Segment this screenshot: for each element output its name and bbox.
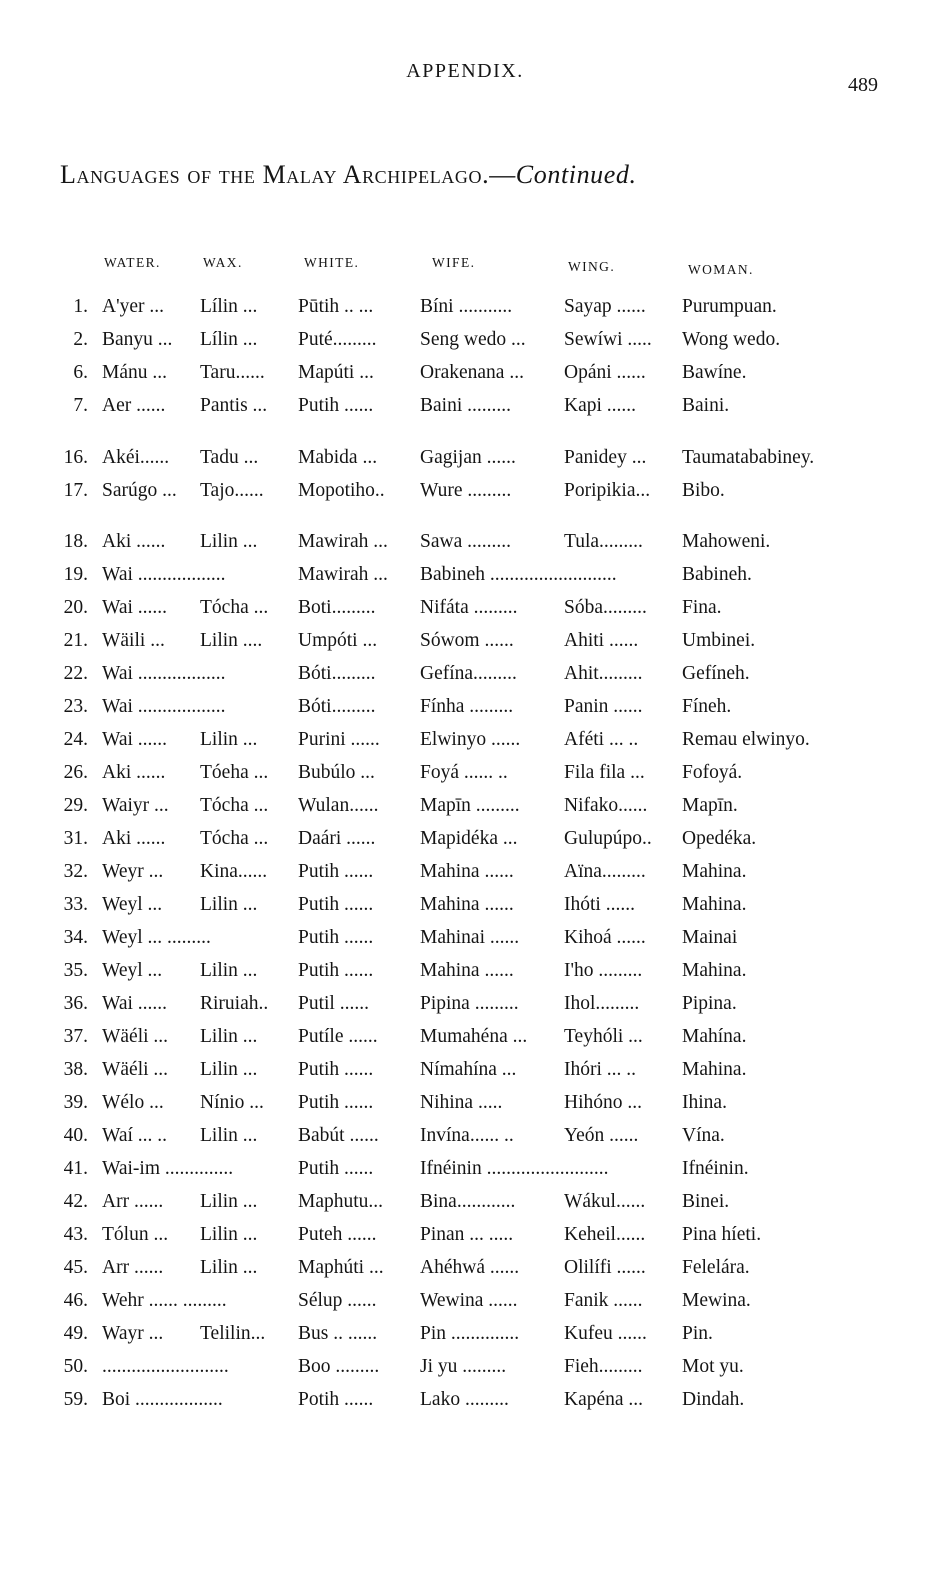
white-cell: Daári ...... — [298, 828, 376, 849]
wax-cell: Lílin ... — [200, 296, 258, 317]
water-cell: Wayr ... — [102, 1323, 164, 1344]
water-cell: Wélo ... — [102, 1092, 164, 1113]
row-number: 41. — [63, 1158, 88, 1179]
column-header-woman: WOMAN. — [688, 262, 754, 277]
wing-cell: Sayap ...... — [564, 296, 646, 317]
woman-cell: Fofoyá. — [682, 762, 743, 783]
table-row — [0, 725, 930, 755]
wife-cell: Pinan ... ..... — [420, 1224, 514, 1245]
woman-cell: Mahoweni. — [682, 531, 771, 552]
wife-cell: Ji yu ......... — [420, 1356, 507, 1377]
table-row — [0, 443, 930, 473]
white-cell: Putih ...... — [298, 1092, 374, 1113]
water-cell: Weyl ... ......... — [102, 927, 211, 948]
row-number: 42. — [63, 1191, 88, 1212]
woman-cell: Dindah. — [682, 1389, 745, 1410]
wax-cell: Lilin ... — [200, 1059, 258, 1080]
wing-cell: Gulupúpo.. — [564, 828, 652, 849]
white-cell: Putih ...... — [298, 861, 374, 882]
white-cell: Boti......... — [298, 597, 376, 618]
row-number: 26. — [63, 762, 88, 783]
table-row — [0, 1088, 930, 1118]
wing-cell: Nifako...... — [564, 795, 648, 816]
water-cell: Waiyr ... — [102, 795, 169, 816]
column-header-wife: WIFE. — [432, 255, 476, 270]
white-cell: Umpóti ... — [298, 630, 378, 651]
table-row — [0, 890, 930, 920]
water-cell: Wai ...... — [102, 597, 168, 618]
table-row — [0, 527, 930, 557]
woman-cell: Mahina. — [682, 1059, 747, 1080]
table-row — [0, 758, 930, 788]
white-cell: Puteh ...... — [298, 1224, 377, 1245]
table-row — [0, 857, 930, 887]
row-number: 24. — [63, 729, 88, 750]
table-row — [0, 325, 930, 355]
water-cell: Waí ... .. — [102, 1125, 168, 1146]
woman-cell: Baini. — [682, 395, 730, 416]
column-header-water: WATER. — [104, 255, 161, 270]
wing-cell: Ihóri ... .. — [564, 1059, 637, 1080]
white-cell: Putih ...... — [298, 395, 374, 416]
table-row — [0, 956, 930, 986]
row-number: 1. — [73, 296, 88, 317]
white-cell: Mapúti ... — [298, 362, 374, 383]
wax-cell: Lilin .... — [200, 630, 263, 651]
wing-cell: Poripikia... — [564, 480, 651, 501]
wife-cell: Pin .............. — [420, 1323, 520, 1344]
row-number: 37. — [63, 1026, 88, 1047]
water-cell: Arr ...... — [102, 1257, 164, 1278]
wing-cell: Wákul...... — [564, 1191, 646, 1212]
water-cell: Arr ...... — [102, 1191, 164, 1212]
water-cell: Aki ...... — [102, 531, 166, 552]
row-number: 31. — [63, 828, 88, 849]
wife-cell: Lako ......... — [420, 1389, 509, 1410]
woman-cell: Mewina. — [682, 1290, 751, 1311]
wing-cell: Ahiti ...... — [564, 630, 639, 651]
water-cell: Wäéli ... — [102, 1059, 169, 1080]
table-row — [0, 1319, 930, 1349]
woman-cell: Pina híeti. — [682, 1224, 762, 1245]
wax-cell: Tadu ... — [200, 447, 259, 468]
wife-cell: Wewina ...... — [420, 1290, 518, 1311]
water-cell: Wai ...... — [102, 729, 168, 750]
white-cell: Putíle ...... — [298, 1026, 378, 1047]
wax-cell: Tócha ... — [200, 828, 269, 849]
wife-cell: Fínha ......... — [420, 696, 514, 717]
white-cell: Potih ...... — [298, 1389, 374, 1410]
water-cell: Boi .................. — [102, 1389, 223, 1410]
water-cell: Wai-im .............. — [102, 1158, 234, 1179]
wife-cell: Bina............ — [420, 1191, 516, 1212]
wing-cell: Sewíwi ..... — [564, 329, 652, 350]
woman-cell: Ihina. — [682, 1092, 727, 1113]
wing-cell: Keheil...... — [564, 1224, 646, 1245]
table-row — [0, 358, 930, 388]
row-number: 7. — [73, 395, 88, 416]
woman-cell: Taumatababiney. — [682, 447, 815, 468]
wife-cell: Gagijan ...... — [420, 447, 516, 468]
table-row — [0, 791, 930, 821]
white-cell: Boo ......... — [298, 1356, 380, 1377]
wife-cell: Seng wedo ... — [420, 329, 526, 350]
wife-cell: Invína...... .. — [420, 1125, 514, 1146]
row-number: 29. — [63, 795, 88, 816]
wing-cell: Ahit......... — [564, 663, 643, 684]
water-cell: Aki ...... — [102, 762, 166, 783]
row-number: 21. — [63, 630, 88, 651]
wing-cell: Teyhóli ... — [564, 1026, 643, 1047]
wife-cell: Nifáta ......... — [420, 597, 518, 618]
wife-cell: Mapīn ......... — [420, 795, 520, 816]
white-cell: Sélup ...... — [298, 1290, 377, 1311]
wax-cell: Tajo...... — [200, 480, 264, 501]
wing-cell: Kihoá ...... — [564, 927, 646, 948]
woman-cell: Mahína. — [682, 1026, 747, 1047]
wax-cell: Nínio ... — [200, 1092, 264, 1113]
wife-cell: Ahéhwá ...... — [420, 1257, 520, 1278]
row-number: 16. — [63, 447, 88, 468]
row-number: 35. — [63, 960, 88, 981]
wing-cell: Panin ...... — [564, 696, 643, 717]
table-row — [0, 1154, 930, 1184]
wax-cell: Lilin ... — [200, 729, 258, 750]
water-cell: Weyr ... — [102, 861, 164, 882]
row-number: 50. — [63, 1356, 88, 1377]
white-cell: Bóti......... — [298, 663, 376, 684]
woman-cell: Fina. — [682, 597, 722, 618]
table-row — [0, 1286, 930, 1316]
white-cell: Putih ...... — [298, 927, 374, 948]
wax-cell: Telilin... — [200, 1323, 266, 1344]
column-header-wing: WING. — [568, 259, 616, 274]
row-number: 18. — [63, 531, 88, 552]
row-number: 22. — [63, 663, 88, 684]
row-number: 38. — [63, 1059, 88, 1080]
wax-cell: Kina...... — [200, 861, 268, 882]
table-row — [0, 1253, 930, 1283]
table-row — [0, 1121, 930, 1151]
row-number: 2. — [73, 329, 88, 350]
wife-cell: Foyá ...... .. — [420, 762, 508, 783]
wife-cell: Nímahína ... — [420, 1059, 517, 1080]
woman-cell: Bibo. — [682, 480, 725, 501]
white-cell: Maphúti ... — [298, 1257, 384, 1278]
white-cell: Puté......... — [298, 329, 377, 350]
wing-cell: Olilífi ...... — [564, 1257, 646, 1278]
wing-cell: Sóba......... — [564, 597, 647, 618]
white-cell: Putih ...... — [298, 1158, 374, 1179]
woman-cell: Opedéka. — [682, 828, 757, 849]
white-cell: Bus .. ...... — [298, 1323, 378, 1344]
wing-cell: Kapéna ... — [564, 1389, 644, 1410]
wife-cell: Bíni ........... — [420, 296, 513, 317]
row-number: 46. — [63, 1290, 88, 1311]
white-cell: Mabida ... — [298, 447, 378, 468]
wax-cell: Lilin ... — [200, 1224, 258, 1245]
woman-cell: Mainai — [682, 927, 738, 948]
row-number: 45. — [63, 1257, 88, 1278]
woman-cell: Remau elwinyo. — [682, 729, 810, 750]
white-cell: Mopotiho.. — [298, 480, 385, 501]
row-number: 32. — [63, 861, 88, 882]
row-number: 23. — [63, 696, 88, 717]
water-cell: Wai .................. — [102, 696, 226, 717]
running-head: APPENDIX. — [406, 60, 524, 82]
wife-cell: Gefína......... — [420, 663, 517, 684]
wing-cell: Kufeu ...... — [564, 1323, 647, 1344]
woman-cell: Mahina. — [682, 861, 747, 882]
row-number: 6. — [73, 362, 88, 383]
row-number: 36. — [63, 993, 88, 1014]
wife-cell: Mumahéna ... — [420, 1026, 528, 1047]
white-cell: Pūtih .. ... — [298, 296, 374, 317]
white-cell: Putil ...... — [298, 993, 369, 1014]
woman-cell: Fíneh. — [682, 696, 732, 717]
woman-cell: Ifnéinin. — [682, 1158, 749, 1179]
water-cell: Aer ...... — [102, 395, 166, 416]
wife-cell: Mapidéka ... — [420, 828, 518, 849]
row-number: 59. — [63, 1389, 88, 1410]
wing-cell: Ihol......... — [564, 993, 640, 1014]
table-row — [0, 292, 930, 322]
water-cell: Weyl ... — [102, 960, 163, 981]
water-cell: Tólun ... — [102, 1224, 169, 1245]
table-row — [0, 692, 930, 722]
water-cell: A'yer ... — [102, 296, 164, 317]
water-cell: Wäéli ... — [102, 1026, 169, 1047]
woman-cell: Binei. — [682, 1191, 730, 1212]
wax-cell: Lílin ... — [200, 329, 258, 350]
wing-cell: Panidey ... — [564, 447, 647, 468]
wife-cell: Sawa ......... — [420, 531, 511, 552]
water-cell: Akéi...... — [102, 447, 170, 468]
wife-cell: Elwinyo ...... — [420, 729, 521, 750]
woman-cell: Mot yu. — [682, 1356, 744, 1377]
wax-cell: Tócha ... — [200, 795, 269, 816]
woman-cell: Mahina. — [682, 894, 747, 915]
wing-cell: Ihóti ...... — [564, 894, 635, 915]
table-row — [0, 476, 930, 506]
white-cell: Babút ...... — [298, 1125, 379, 1146]
woman-cell: Gefíneh. — [682, 663, 750, 684]
white-cell: Bubúlo ... — [298, 762, 375, 783]
wing-cell: Yeón ...... — [564, 1125, 639, 1146]
woman-cell: Mahina. — [682, 960, 747, 981]
wax-cell: Lilin ... — [200, 1257, 258, 1278]
water-cell: Wai .................. — [102, 663, 226, 684]
table-row — [0, 1352, 930, 1382]
woman-cell: Umbinei. — [682, 630, 756, 651]
wife-cell: Baini ......... — [420, 395, 511, 416]
row-number: 39. — [63, 1092, 88, 1113]
row-number: 17. — [63, 480, 88, 501]
water-cell: Wehr ...... ......... — [102, 1290, 227, 1311]
water-cell: Aki ...... — [102, 828, 166, 849]
wife-cell: Sówom ...... — [420, 630, 514, 651]
wax-cell: Lilin ... — [200, 894, 258, 915]
table-row — [0, 1055, 930, 1085]
wife-cell: Mahina ...... — [420, 960, 514, 981]
row-number: 34. — [63, 927, 88, 948]
water-cell: Wäili ... — [102, 630, 165, 651]
wife-cell: Mahinai ...... — [420, 927, 520, 948]
white-cell: Mawirah ... — [298, 564, 388, 585]
water-cell: Wai .................. — [102, 564, 226, 585]
white-cell: Maphutu... — [298, 1191, 384, 1212]
table-row — [0, 989, 930, 1019]
wax-cell: Lilin ... — [200, 1191, 258, 1212]
woman-cell: Pipina. — [682, 993, 737, 1014]
water-cell: .......................... — [102, 1356, 229, 1377]
wing-cell: Aféti ... .. — [564, 729, 639, 750]
white-cell: Putih ...... — [298, 1059, 374, 1080]
wife-cell: Wure ......... — [420, 480, 512, 501]
wax-cell: Riruiah.. — [200, 993, 269, 1014]
white-cell: Putih ...... — [298, 894, 374, 915]
wing-cell: Aïna......... — [564, 861, 646, 882]
white-cell: Mawirah ... — [298, 531, 388, 552]
table-row — [0, 923, 930, 953]
table-row — [0, 659, 930, 689]
wife-cell: Ifnéinin ......................... — [420, 1158, 609, 1179]
wife-cell: Nihina ..... — [420, 1092, 503, 1113]
woman-cell: Pin. — [682, 1323, 713, 1344]
row-number: 43. — [63, 1224, 88, 1245]
wax-cell: Taru...... — [200, 362, 265, 383]
wing-cell: Tula......... — [564, 531, 643, 552]
row-number: 49. — [63, 1323, 88, 1344]
wax-cell: Lilin ... — [200, 531, 258, 552]
wife-cell: Mahina ...... — [420, 861, 514, 882]
table-row — [0, 626, 930, 656]
water-cell: Mánu ... — [102, 362, 167, 383]
wax-cell: Lilin ... — [200, 1125, 258, 1146]
water-cell: Weyl ... — [102, 894, 163, 915]
wife-cell: Orakenana ... — [420, 362, 524, 383]
wing-cell: Fieh......... — [564, 1356, 643, 1377]
row-number: 40. — [63, 1125, 88, 1146]
section-title-dash: — — [489, 160, 516, 189]
wing-cell: I'ho ......... — [564, 960, 643, 981]
section-title-main: Languages of the Malay Archipelago. — [60, 160, 490, 189]
wing-cell: Kapi ...... — [564, 395, 637, 416]
wax-cell: Lilin ... — [200, 1026, 258, 1047]
woman-cell: Purumpuan. — [682, 296, 777, 317]
woman-cell: Wong wedo. — [682, 329, 781, 350]
woman-cell: Vína. — [682, 1125, 725, 1146]
row-number: 20. — [63, 597, 88, 618]
table-row — [0, 391, 930, 421]
white-cell: Bóti......... — [298, 696, 376, 717]
wax-cell: Pantis ... — [200, 395, 268, 416]
table-row — [0, 1022, 930, 1052]
wing-cell: Fila fila ... — [564, 762, 645, 783]
table-row — [0, 560, 930, 590]
section-title-continued: Continued. — [515, 160, 637, 189]
row-number: 19. — [63, 564, 88, 585]
water-cell: Wai ...... — [102, 993, 168, 1014]
wife-cell: Pipina ......... — [420, 993, 519, 1014]
wing-cell: Hihóno ... — [564, 1092, 642, 1113]
wax-cell: Tóeha ... — [200, 762, 269, 783]
water-cell: Banyu ... — [102, 329, 173, 350]
white-cell: Putih ...... — [298, 960, 374, 981]
white-cell: Purini ...... — [298, 729, 380, 750]
woman-cell: Felelára. — [682, 1257, 750, 1278]
wax-cell: Lilin ... — [200, 960, 258, 981]
page-number: 489 — [848, 74, 878, 96]
column-header-white: WHITE. — [304, 255, 360, 270]
table-row — [0, 1220, 930, 1250]
woman-cell: Bawíne. — [682, 362, 747, 383]
table-row — [0, 1385, 930, 1415]
white-cell: Wulan...... — [298, 795, 379, 816]
wax-cell: Tócha ... — [200, 597, 269, 618]
wing-cell: Opáni ...... — [564, 362, 646, 383]
woman-cell: Babineh. — [682, 564, 752, 585]
row-number: 33. — [63, 894, 88, 915]
wife-cell: Babineh .......................... — [420, 564, 617, 585]
table-row — [0, 1187, 930, 1217]
table-row — [0, 824, 930, 854]
column-header-wax: WAX. — [203, 255, 243, 270]
water-cell: Sarúgo ... — [102, 480, 177, 501]
woman-cell: Mapīn. — [682, 795, 738, 816]
wife-cell: Mahina ...... — [420, 894, 514, 915]
table-row — [0, 593, 930, 623]
wing-cell: Fanik ...... — [564, 1290, 643, 1311]
